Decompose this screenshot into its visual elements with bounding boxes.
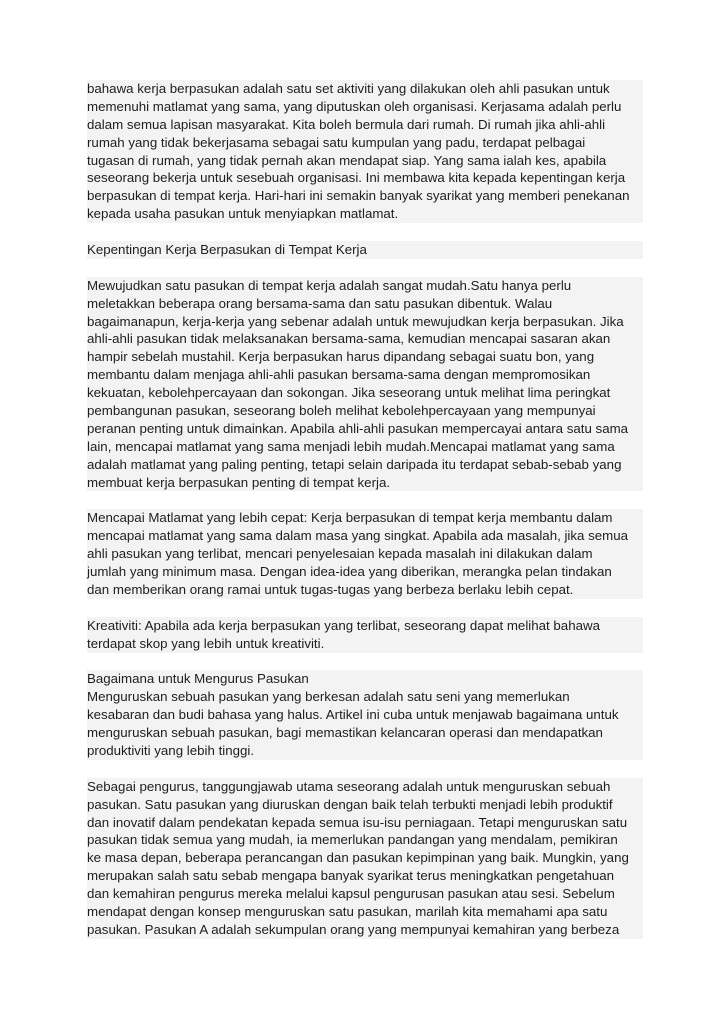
text-line: dan inovatif dalam pendekatan kepada semua isu-isu perniagaan. Tetapi menguruskan satu	[87, 814, 628, 830]
document-page	[87, 80, 643, 939]
text-line: produktiviti yang lebih tinggi.	[87, 742, 255, 758]
paragraph-gap	[87, 653, 643, 671]
text-line: hampir sebelah mustahil. Kerja berpasukan harus dipandang sebagai suatu bon, yang	[87, 349, 595, 365]
paragraph-gap	[87, 491, 643, 509]
text-line: pasukan. Satu pasukan yang diuruskan dengan baik telah terbukti menjadi lebih produktif	[87, 796, 613, 812]
paragraph-gap	[87, 760, 643, 778]
text-line: menguruskan sebuah pasukan, bagi memastikan kelancaran operasi dan mendapatkan	[87, 725, 603, 741]
text-line: Mencapai Matlamat yang lebih cepat: Kerja berpasukan di tempat kerja membantu dalam	[87, 510, 613, 526]
text-line: mendapat dengan konsep menguruskan satu pasukan, marilah kita memahami apa satu	[87, 903, 608, 919]
paragraph-gap	[87, 599, 643, 617]
text-line: terdapat skop yang lebih untuk kreativiti.	[87, 635, 325, 651]
paragraph-mewujudkan	[87, 277, 643, 492]
paragraph-gap	[87, 259, 643, 277]
text-line: membuat kerja berpasukan penting di tempat kerja.	[87, 474, 391, 490]
text-line: pasukan. Pasukan A adalah sekumpulan orang yang mempunyai kemahiran yang berbeza	[87, 921, 620, 937]
text-line: rumah yang tidak bekerjasama sebagai satu kumpulan yang padu, terdapat pelbagai	[87, 134, 586, 150]
text-line: tugasan di rumah, yang tidak pernah akan mendapat siap. Yang sama ialah kes, apabila	[87, 152, 607, 168]
text-line: Menguruskan sebuah pasukan yang berkesan adalah satu seni yang memerlukan	[87, 689, 570, 705]
paragraph-intro	[87, 80, 643, 223]
section-heading	[87, 241, 643, 259]
text-line: ke masa depan, beberapa perancangan dan pasukan kepimpinan yang baik. Mungkin, yang	[87, 850, 629, 866]
text-line: meletakkan beberapa orang bersama-sama dan satu pasukan dibentuk. Walau	[87, 295, 553, 311]
text-line: membantu dalam menjaga ahli-ahli pasukan bersama-sama dengan mempromosikan	[87, 367, 591, 383]
text-line: dan kemahiran pengurus mereka melalui kapsul pengurusan pasukan atau sesi. Sebelum	[87, 886, 615, 902]
text-line: bagaimanapun, kerja-kerja yang sebenar adalah untuk mewujudkan kerja berpasukan. Jika	[87, 313, 624, 329]
text-line: memenuhi matlamat yang sama, yang diputuskan oleh organisasi. Kerjasama adalah perlu	[87, 98, 622, 114]
paragraph-bagaimana	[87, 670, 643, 759]
text-line: seseorang bekerja untuk sesebuah organisasi. Ini membawa kita kepada kepentingan kerja	[87, 170, 626, 186]
text-line: dalam semua lapisan masyarakat. Kita boleh bermula dari rumah. Di rumah jika ahli-ahli	[87, 116, 606, 132]
text-line: peranan penting untuk dimainkan. Apabila ahli-ahli pasukan mempercayai antara satu sama	[87, 420, 629, 436]
text-line: kekuatan, kebolehpercayaan dan sokongan. Jika seseorang untuk melihat lima peringkat	[87, 385, 611, 401]
text-line: jumlah yang minimum masa. Dengan idea-idea yang diberikan, merangka pelan tindakan	[87, 564, 612, 580]
text-line: kesabaran dan budi bahasa yang halus. Artikel ini cuba untuk menjawab bagaimana untuk	[87, 707, 619, 723]
text-line: Kreativiti: Apabila ada kerja berpasukan yang terlibat, seseorang dapat melihat bahawa	[87, 617, 600, 633]
text-line: mencapai matlamat yang sama dalam masa yang singkat. Apabila ada masalah, jika semua	[87, 528, 629, 544]
paragraph-pengurus	[87, 778, 643, 939]
text-line: kepada usaha pasukan untuk menyiapkan matlamat.	[87, 206, 399, 222]
text-line: berpasukan di tempat kerja. Hari-hari ini semakin banyak syarikat yang memberi penekanan	[87, 188, 630, 204]
paragraph-kreativiti	[87, 617, 643, 653]
text-line: bahawa kerja berpasukan adalah satu set aktiviti yang dilakukan oleh ahli pasukan untuk	[87, 81, 610, 96]
text-line: pasukan tidak semua yang mudah, ia memerlukan pandangan yang mendalam, pemikiran	[87, 832, 618, 848]
text-line: merupakan salah satu sebab mengapa banyak syarikat terus meningkatkan pengetahuan	[87, 868, 615, 884]
paragraph-mencapai-matlamat	[87, 509, 643, 598]
heading-text: Kepentingan Kerja Berpasukan di Tempat Kerja	[87, 242, 367, 258]
text-line: lain, mencapai matlamat yang sama menjadi lebih mudah.Mencapai matlamat yang sama	[87, 438, 615, 454]
paragraph-gap	[87, 223, 643, 241]
text-line: Sebagai pengurus, tanggungjawab utama seseorang adalah untuk menguruskan sebuah	[87, 778, 611, 794]
text-line: Mewujudkan satu pasukan di tempat kerja adalah sangat mudah.Satu hanya perlu	[87, 277, 572, 293]
text-line: ahli pasukan yang terlibat, mencari penyelesaian kepada masalah ini dilakukan dalam	[87, 546, 593, 562]
text-line: pembangunan pasukan, seseorang boleh melihat kebolehpercayaan yang mempunyai	[87, 403, 596, 419]
text-line: adalah matlamat yang paling penting, tetapi selain daripada itu terdapat sebab-sebab yang	[87, 456, 622, 472]
text-line: ahli-ahli pasukan tidak melaksanakan bersama-sama, kemudian mencapai sasaran akan	[87, 331, 611, 347]
text-line: dan memberikan orang ramai untuk tugas-tugas yang berbeza berlaku lebih cepat.	[87, 581, 574, 597]
subheading-text: Bagaimana untuk Mengurus Pasukan	[87, 671, 309, 687]
